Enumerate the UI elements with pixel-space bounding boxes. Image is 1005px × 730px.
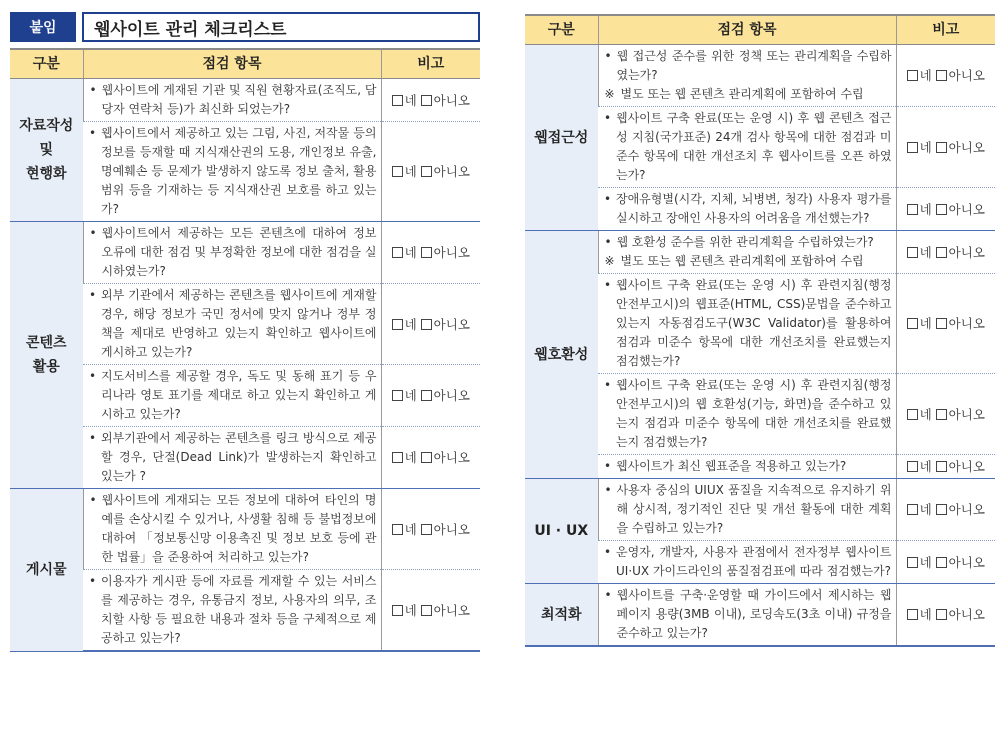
option-no[interactable]	[936, 140, 985, 155]
answer-cell	[896, 374, 995, 455]
answer-cell	[381, 427, 480, 489]
bullet-icon: •	[89, 574, 97, 588]
checkbox-yes[interactable]	[392, 166, 403, 177]
option-yes[interactable]	[907, 68, 932, 83]
checkbox-yes[interactable]	[392, 390, 403, 401]
check-item-bullet	[604, 376, 892, 452]
checkbox-no[interactable]	[421, 319, 432, 330]
check-item-bullet	[90, 81, 377, 119]
checkbox-no[interactable]	[936, 461, 947, 472]
checkbox-yes[interactable]	[392, 95, 403, 106]
option-no[interactable]	[936, 202, 985, 217]
checkbox-no[interactable]	[936, 70, 947, 81]
check-item-text: 웹 접근성 준수를 위한 정책 또는 관리계획을 수립하였는가?	[616, 49, 892, 82]
checkbox-no[interactable]	[421, 452, 432, 463]
check-item-text: 웹사이트 구축 완료(또는 운영 시) 후 웹 콘텐츠 접근성 지침(국가표준) 24개 검사 항목에 대한 점검과 미준수 항목에 대한 개선조치 후 웹사이트를 오픈 하였는가?	[616, 111, 892, 182]
bullet-icon: •	[604, 483, 612, 497]
option-yes[interactable]	[907, 555, 932, 570]
option-label-no: 아니오	[948, 459, 985, 474]
category-label: 최적화	[540, 606, 582, 623]
checkbox-no[interactable]	[936, 557, 947, 568]
option-label-no: 아니오	[948, 244, 985, 260]
option-no[interactable]	[421, 450, 470, 465]
checkbox-yes[interactable]	[392, 247, 403, 258]
check-item-bullet	[605, 233, 892, 252]
check-item	[598, 584, 896, 647]
option-label-no: 아니오	[433, 388, 470, 403]
checkbox-yes[interactable]	[907, 142, 918, 153]
bullet-icon: •	[89, 288, 97, 302]
checkbox-yes[interactable]	[907, 461, 918, 472]
option-label-yes: 네	[404, 388, 417, 403]
option-label-yes: 네	[919, 406, 932, 422]
answer-cell	[381, 489, 480, 570]
option-label-no: 아니오	[948, 607, 985, 622]
checkbox-yes[interactable]	[392, 452, 403, 463]
option-no[interactable]	[936, 555, 985, 570]
option-yes[interactable]	[392, 317, 417, 332]
note-text: 별도 또는 웹 콘텐츠 관리계획에 포함하여 수립	[620, 254, 864, 268]
option-yes[interactable]	[907, 607, 932, 622]
option-label-yes: 네	[919, 502, 932, 517]
answer-cell	[896, 455, 995, 479]
category-label: UI · UX	[534, 523, 589, 539]
answer-cell	[896, 541, 995, 584]
option-yes[interactable]	[907, 316, 932, 331]
category-label: 활용	[32, 359, 60, 375]
check-item-text: 이용자가 게시판 등에 자료를 게재할 수 있는 서비스를 제공하는 경우, 유통금지 정보, 사용자의 의무, 조치할 사항 등 필요한 내용과 절차 등을 구체적으로 제공하고 있는가?	[101, 574, 377, 645]
option-label-no: 아니오	[948, 139, 985, 155]
option-yes[interactable]	[907, 202, 932, 217]
checkbox-yes[interactable]	[392, 524, 403, 535]
option-label-no: 아니오	[948, 406, 985, 422]
category-label: 콘텐츠	[25, 335, 67, 351]
option-yes[interactable]	[907, 407, 932, 422]
check-item-bullet	[605, 481, 892, 538]
check-item-note	[605, 85, 892, 104]
category-cell	[10, 489, 83, 652]
check-item	[598, 455, 896, 479]
answer-cell	[381, 570, 480, 652]
check-item	[598, 374, 896, 455]
category-cell	[525, 479, 598, 584]
check-item	[598, 188, 896, 231]
checkbox-yes[interactable]	[907, 557, 918, 568]
bullet-icon: •	[89, 226, 97, 240]
checkbox-yes[interactable]	[392, 319, 403, 330]
check-item-bullet	[89, 367, 377, 424]
check-item	[83, 427, 381, 489]
bullet-icon: •	[604, 378, 612, 392]
bullet-icon: •	[89, 369, 97, 383]
option-no[interactable]	[421, 522, 470, 537]
check-item	[598, 45, 896, 107]
check-item-bullet	[605, 47, 892, 85]
option-yes[interactable]	[907, 140, 932, 155]
option-no[interactable]	[936, 459, 985, 474]
option-yes[interactable]	[392, 522, 417, 537]
check-item-text: 사용자 중심의 UIUX 품질을 지속적으로 유지하기 위해 상시적, 정기적인 진단 및 개선 활동에 대한 계획을 수립하고 있는가?	[616, 483, 892, 535]
check-item-bullet	[604, 457, 892, 476]
check-item	[83, 79, 381, 122]
answer-cell	[896, 584, 995, 647]
check-item-bullet	[605, 586, 892, 643]
answer-cell	[896, 274, 995, 374]
option-no[interactable]	[936, 502, 985, 517]
category-label: 웹접근성	[534, 129, 589, 146]
table-row	[10, 222, 480, 284]
check-item	[83, 570, 381, 652]
option-label-no: 아니오	[433, 450, 470, 465]
check-item-bullet	[90, 491, 377, 567]
checkbox-yes[interactable]	[907, 70, 918, 81]
check-item	[83, 365, 381, 427]
page-title: 웹사이트 관리 체크리스트	[82, 12, 480, 42]
check-item-bullet	[604, 543, 892, 581]
option-yes[interactable]	[907, 245, 932, 260]
option-label-no: 아니오	[948, 554, 985, 570]
checkbox-no[interactable]	[421, 95, 432, 106]
header-note: 비고	[381, 49, 480, 79]
category-cell	[10, 222, 83, 489]
bullet-icon: •	[604, 459, 612, 473]
checkbox-yes[interactable]	[907, 504, 918, 515]
header-category: 구분	[525, 15, 598, 45]
check-item-text: 지도서비스를 제공할 경우, 독도 및 동해 표기 등 우리나라 영토 표기를 제대로 하고 있는지 확인하고 게시하고 있는가?	[101, 369, 377, 421]
bullet-icon: •	[604, 192, 612, 206]
answer-cell	[896, 231, 995, 274]
checkbox-no[interactable]	[421, 390, 432, 401]
bullet-icon: •	[89, 431, 97, 445]
checkbox-no[interactable]	[936, 142, 947, 153]
option-yes[interactable]	[392, 245, 417, 260]
answer-cell	[896, 45, 995, 107]
answer-cell	[381, 79, 480, 122]
check-item	[83, 489, 381, 570]
checkbox-no[interactable]	[936, 318, 947, 329]
option-no[interactable]	[421, 317, 470, 332]
option-label-yes: 네	[919, 607, 932, 622]
option-label-no: 아니오	[433, 316, 470, 332]
option-label-yes: 네	[919, 139, 932, 155]
option-label-yes: 네	[404, 316, 417, 332]
check-item	[598, 479, 896, 541]
checkbox-yes[interactable]	[907, 247, 918, 258]
checkbox-no[interactable]	[936, 409, 947, 420]
check-item-text: 장애유형별(시각, 지체, 뇌병변, 청각) 사용자 평가를 실시하고 장애인 사용자의 어려움을 개선했는가?	[616, 192, 892, 225]
answer-cell	[381, 284, 480, 365]
table-row	[525, 231, 995, 274]
answer-cell	[381, 222, 480, 284]
reference-mark-icon: ※	[604, 254, 615, 268]
header-item: 점검 항목	[598, 15, 896, 45]
option-label-yes: 네	[404, 450, 417, 465]
option-no[interactable]	[421, 93, 470, 108]
bullet-icon: •	[89, 83, 97, 97]
bullet-icon: •	[604, 235, 612, 249]
category-cell	[525, 584, 598, 647]
bullet-icon: •	[604, 588, 612, 602]
checkbox-no[interactable]	[421, 605, 432, 616]
bullet-icon: •	[89, 126, 97, 140]
check-item-text: 웹사이트에 게재된 기관 및 직원 현황자료(조직도, 담당자 연락처 등)가 최신화 되었는가?	[101, 83, 377, 116]
option-no[interactable]	[421, 164, 470, 179]
check-item-bullet	[90, 224, 377, 281]
category-label: 자료작성	[19, 118, 74, 134]
right-checklist-table	[525, 14, 995, 647]
check-item-text: 웹사이트 구축 완료(또는 운영 시) 후 관련지침(행정안전부고시)의 웹 호환성(기능, 화면)을 준수하고 있는지 점검과 미준수 항목에 대한 개선조치를 완료했는지 점검했는가?	[616, 378, 892, 449]
check-item-text: 웹사이트가 최신 웹표준을 적용하고 있는가?	[616, 459, 847, 473]
header-category: 구분	[10, 49, 83, 79]
category-label: 및	[39, 142, 54, 158]
option-label-yes: 네	[404, 521, 417, 537]
check-item-bullet	[89, 124, 377, 219]
check-item-bullet	[89, 286, 377, 362]
check-item	[83, 284, 381, 365]
check-item-text: 운영자, 개발자, 사용자 관점에서 전자정부 웹사이트 UI·UX 가이드라인의 품질점검표에 따라 점검했는가?	[616, 545, 892, 578]
checkbox-yes[interactable]	[907, 409, 918, 420]
left-checklist-table	[10, 48, 480, 652]
category-label: 현행화	[25, 166, 67, 182]
option-label-no: 아니오	[948, 201, 985, 217]
option-no[interactable]	[936, 245, 985, 260]
option-label-no: 아니오	[948, 502, 985, 517]
check-item-text: 웹 호환성 준수를 위한 관리계획을 수립하였는가?	[616, 235, 874, 249]
option-label-yes: 네	[919, 201, 932, 217]
checkbox-no[interactable]	[936, 609, 947, 620]
option-no[interactable]	[936, 407, 985, 422]
check-item-bullet	[89, 572, 377, 648]
check-item-text: 웹사이트에 게재되는 모든 정보에 대하여 타인의 명예를 손상시킬 수 있거나, 사생활 침해 등 불법정보에 대하여 「정보통신망 이용촉진 및 정보 보호 등에 관한 법률」을 준용하여 처리하고 있는가?	[101, 493, 377, 564]
checkbox-no[interactable]	[936, 504, 947, 515]
check-item	[83, 222, 381, 284]
option-no[interactable]	[936, 316, 985, 331]
option-label-yes: 네	[404, 92, 417, 108]
check-item-text: 외부 기관에서 제공하는 콘텐츠를 웹사이트에 게재할 경우, 해당 정보가 국민 정서에 맞지 않거나 정부 정책을 제대로 반영하고 있는지 확인하고 웹사이트에 게시하고 있는가?	[101, 288, 377, 359]
option-label-no: 아니오	[948, 68, 985, 83]
reference-mark-icon: ※	[604, 87, 615, 101]
checkbox-no[interactable]	[936, 247, 947, 258]
option-label-no: 아니오	[433, 245, 470, 260]
option-yes[interactable]	[392, 164, 417, 179]
check-item-bullet	[604, 109, 892, 185]
option-label-yes: 네	[919, 244, 932, 260]
option-label-yes: 네	[404, 602, 417, 618]
checkbox-no[interactable]	[421, 166, 432, 177]
option-label-yes: 네	[919, 554, 932, 570]
answer-cell	[896, 188, 995, 231]
checkbox-yes[interactable]	[907, 204, 918, 215]
option-label-no: 아니오	[433, 521, 470, 537]
bullet-icon: •	[604, 278, 612, 292]
table-row	[10, 79, 480, 122]
checkbox-yes[interactable]	[907, 318, 918, 329]
table-row	[525, 584, 995, 647]
option-yes[interactable]	[392, 388, 417, 403]
table-row	[525, 479, 995, 541]
option-label-yes: 네	[404, 245, 417, 260]
table-row	[10, 489, 480, 570]
category-cell	[525, 231, 598, 479]
note-text: 별도 또는 웹 콘텐츠 관리계획에 포함하여 수립	[620, 87, 864, 101]
check-item-bullet	[89, 429, 377, 486]
check-item	[598, 541, 896, 584]
check-item-text: 웹사이트에서 제공하고 있는 그림, 사진, 저작물 등의 정보를 등재할 때 지식재산권의 도용, 개인정보 유출, 명예훼손 등 문제가 발생하지 않도록 정보 출처, 활용범위 등을 기재하는 등 지식재산권 보호를 하고 있는가?	[101, 126, 377, 216]
answer-cell	[896, 107, 995, 188]
bullet-icon: •	[89, 493, 97, 507]
header-note: 비고	[896, 15, 995, 45]
check-item-text: 웹사이트에서 제공하는 모든 콘텐츠에 대하여 정보 오류에 대한 점검 및 부정확한 정보에 대한 점검을 실시하였는가?	[101, 226, 377, 278]
option-no[interactable]	[421, 388, 470, 403]
category-cell	[10, 79, 83, 222]
check-item	[83, 122, 381, 222]
header-item: 점검 항목	[83, 49, 381, 79]
option-yes[interactable]	[907, 502, 932, 517]
check-item	[598, 231, 896, 274]
option-label-yes: 네	[919, 459, 932, 474]
option-yes[interactable]	[392, 603, 417, 618]
answer-cell	[381, 122, 480, 222]
attachment-tag: 붙임	[10, 12, 76, 42]
title-bar	[10, 12, 480, 42]
checkbox-yes[interactable]	[907, 609, 918, 620]
checkbox-no[interactable]	[936, 204, 947, 215]
check-item-text: 웹사이트를 구축·운영할 때 가이드에서 제시하는 웹페이지 용량(3MB 이내), 로딩속도(3초 이내) 규정을 준수하고 있는가?	[616, 588, 892, 640]
option-label-no: 아니오	[433, 164, 470, 179]
check-item	[598, 107, 896, 188]
check-item-text: 외부기관에서 제공하는 콘텐츠를 링크 방식으로 제공할 경우, 단절(Dead Link)가 발생하는지 확인하고 있는가 ?	[101, 431, 377, 483]
table-row	[525, 45, 995, 107]
option-label-no: 아니오	[433, 602, 470, 618]
option-label-yes: 네	[919, 316, 932, 331]
check-item-bullet	[604, 190, 892, 228]
option-label-yes: 네	[919, 68, 932, 83]
checkbox-no[interactable]	[421, 524, 432, 535]
bullet-icon: •	[604, 49, 612, 63]
category-label: 게시물	[25, 561, 67, 578]
option-no[interactable]	[936, 68, 985, 83]
category-cell	[525, 45, 598, 231]
option-yes[interactable]	[907, 459, 932, 474]
checkbox-no[interactable]	[421, 247, 432, 258]
bullet-icon: •	[604, 545, 612, 559]
check-item-bullet	[604, 276, 892, 371]
checkbox-yes[interactable]	[392, 605, 403, 616]
check-item-note	[605, 252, 892, 271]
check-item-text: 웹사이트 구축 완료(또는 운영 시) 후 관련지침(행정안전부고시)의 웹표준(HTML, CSS)문법을 준수하고 있는지 자동점검도구(W3C Validator)를 활용하여 점검과 미준수 항목에 대한 개선조치를 완료했는지 점검했는가?	[616, 278, 892, 368]
option-no[interactable]	[936, 607, 985, 622]
option-yes[interactable]	[392, 93, 417, 108]
check-item	[598, 274, 896, 374]
option-no[interactable]	[421, 603, 470, 618]
option-label-yes: 네	[404, 164, 417, 179]
answer-cell	[381, 365, 480, 427]
bullet-icon: •	[604, 111, 612, 125]
option-no[interactable]	[421, 245, 470, 260]
category-label: 웹호환성	[534, 346, 589, 363]
answer-cell	[896, 479, 995, 541]
option-yes[interactable]	[392, 450, 417, 465]
option-label-no: 아니오	[433, 92, 470, 108]
option-label-no: 아니오	[948, 316, 985, 331]
